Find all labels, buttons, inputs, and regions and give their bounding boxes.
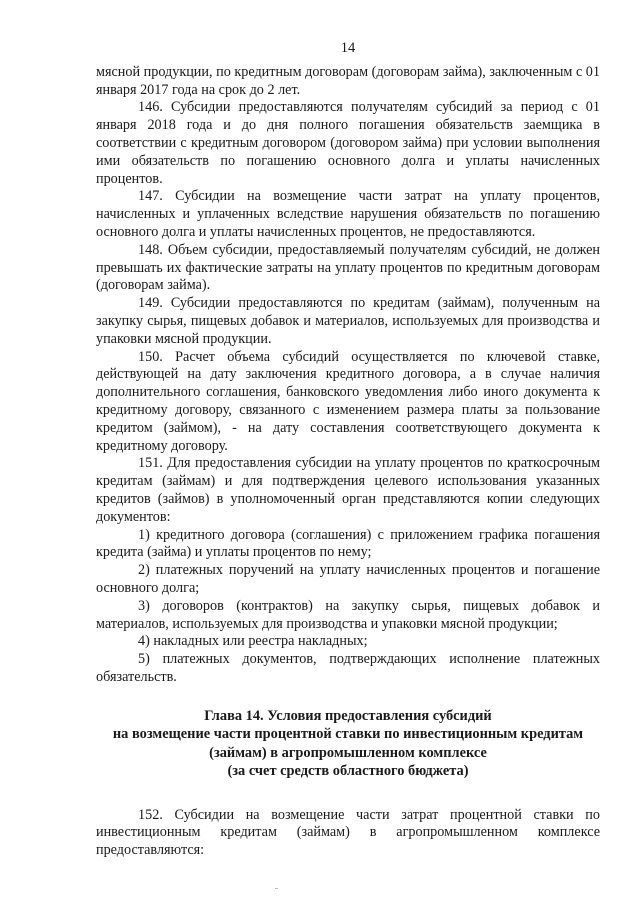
heading-line: (займам) в агропромышленном комплексе <box>209 744 487 761</box>
page-number: 14 <box>340 40 356 56</box>
list-item: 3) договоров (контрактов) на закупку сырья, пищевых добавок и материалов, используемых для производства и упаковки мясной продукции; <box>96 597 600 632</box>
paragraphs-bottom <box>96 807 600 860</box>
scan-artifact <box>275 888 278 889</box>
paragraph: 149. Субсидии предоставляются по кредитам (займам), полученным на закупку сырья, пищевых добавок и материалов, используемых для производства и упаковки мясной продукции. <box>96 295 600 347</box>
chapter-heading <box>96 707 600 781</box>
paragraph: 150. Расчет объема субсидий осуществляется по ключевой ставке, действующей на дату заключения кредитного договора, а в случае наличия дополнительного соглашения, банковского уведомления либо иного документа к кредитному договору, связанного с изменением размера платы за пользование кредитом (займом), - на дату составления соответствующего документа к кредитному договору. <box>96 348 600 454</box>
list-item: 2) платежных поручений на уплату начисленных процентов и погашение основного долга; <box>96 562 600 596</box>
list-item: 4) накладных или реестра накладных; <box>138 633 368 650</box>
list-item: 5) платежных документов, подтверждающих исполнение платежных обязательств. <box>96 651 600 685</box>
paragraph: 148. Объем субсидии, предоставляемый получателям субсидий, не должен превышать их фактические затраты на уплату процентов по кредитным договорам (договорам займа). <box>96 241 600 294</box>
paragraph: мясной продукции, по кредитным договорам (договорам займа), заключенным с 01 января 2017 года на срок до 2 лет. <box>96 63 600 98</box>
paragraph: 147. Субсидии на возмещение части затрат на уплату процентов, начисленных и уплаченных вследствие нарушения обязательств по погашению основного долга и уплаты начисленных процентов, не предоставляются. <box>96 188 600 240</box>
heading-line: Глава 14. Условия предоставления субсидий <box>204 707 492 724</box>
paragraph: 146. Субсидии предоставляются получателям субсидий за период с 01 января 2018 года и до дня полного погашения обязательств заемщика в соответствии с кредитным договором (договором займа) при условии выполнения ими обязательств по погашению основного долга и уплаты начисленных процентов. <box>96 99 600 187</box>
paragraph: 152. Субсидии на возмещение части затрат процентной ставки по инвестиционным кредитам (займам) в агропромышленном комплексе предоставляются: <box>96 806 600 859</box>
heading-line: на возмещение части процентной ставки по инвестиционным кредитам <box>112 726 584 743</box>
paragraphs-top <box>96 64 600 687</box>
document-page <box>96 40 600 860</box>
heading-line: (за счет средств областного бюджета) <box>227 763 469 780</box>
list-item: 1) кредитного договора (соглашения) с приложением графика погашения кредита (займа) и уплаты процентов по нему; <box>96 526 600 561</box>
paragraph: 151. Для предоставления субсидии на уплату процентов по краткосрочным кредитам (займам) и для подтверждения целевого использования указанных кредитов (займов) в уполномоченный орган представляются копии следующих документов: <box>96 455 600 525</box>
